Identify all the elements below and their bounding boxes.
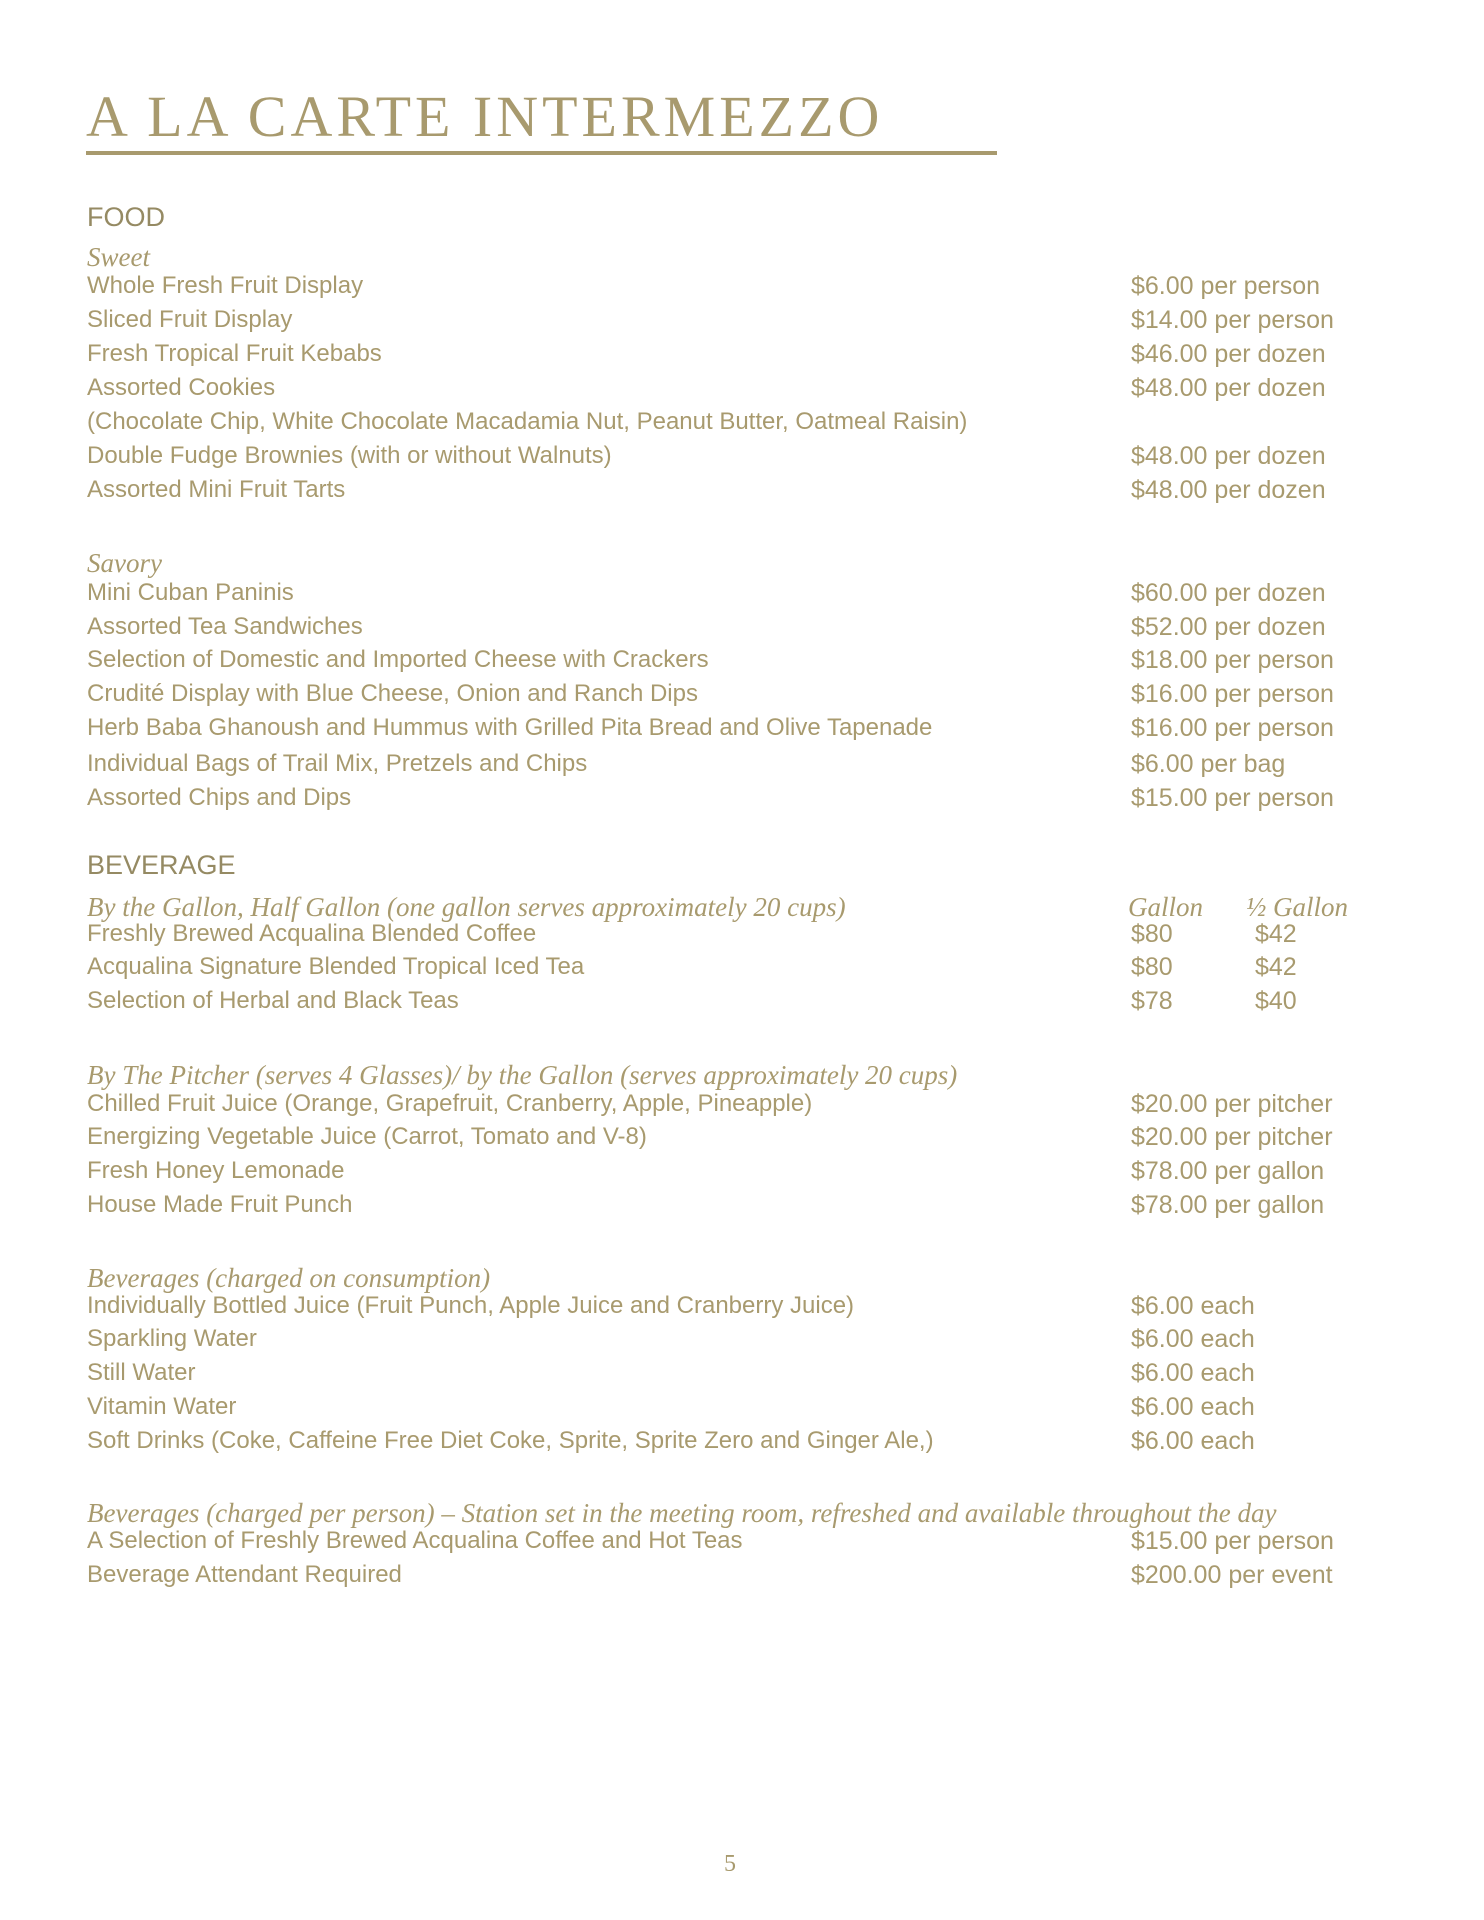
menu-item <box>0 716 1484 748</box>
item-name: Assorted Tea Sandwiches <box>87 613 363 640</box>
menu-item <box>0 308 1484 340</box>
item-price: $48.00 per dozen <box>1131 476 1326 504</box>
half-gallon-price: $42 <box>1255 920 1297 948</box>
gallon-subheading: By the Gallon, Half Gallon (one gallon serves approximately 20 cups) <box>87 892 846 922</box>
item-name: Acqualina Signature Blended Tropical Iced Tea <box>87 953 585 980</box>
item-price: $78.00 per gallon <box>1131 1157 1325 1185</box>
item-price: $200.00 per event <box>1131 1561 1333 1589</box>
item-name: Beverage Attendant Required <box>87 1561 402 1588</box>
menu-item <box>0 989 1484 1021</box>
item-name: Sliced Fruit Display <box>87 306 293 333</box>
menu-item <box>0 1327 1484 1359</box>
pitcher-subheading: By The Pitcher (serves 4 Glasses)/ by the Gallon (serves approximately 20 cups) <box>87 1060 958 1090</box>
item-name: Assorted Mini Fruit Tarts <box>87 476 346 503</box>
item-price: $16.00 per person <box>1131 680 1334 708</box>
item-price: $6.00 each <box>1131 1359 1255 1387</box>
menu-item <box>0 274 1484 306</box>
gallon-price: $80 <box>1131 920 1173 948</box>
consumption-subheading: Beverages (charged on consumption) <box>87 1263 491 1293</box>
item-name: House Made Fruit Punch <box>87 1191 353 1218</box>
menu-item <box>0 1361 1484 1393</box>
menu-item <box>0 376 1484 408</box>
item-name: Energizing Vegetable Juice (Carrot, Tomato and V-8) <box>87 1123 647 1150</box>
half-gallon-price: $42 <box>1255 953 1297 981</box>
menu-item <box>0 922 1484 954</box>
item-name: Individually Bottled Juice (Fruit Punch, Apple Juice and Cranberry Juice) <box>87 1292 855 1319</box>
half-gallon-price: $40 <box>1255 987 1297 1015</box>
item-price: $6.00 each <box>1131 1393 1255 1421</box>
item-price: $15.00 per person <box>1131 784 1334 812</box>
item-name: Vitamin Water <box>87 1393 237 1420</box>
item-name: Selection of Domestic and Imported Cheese with Crackers <box>87 646 709 673</box>
page-number: 5 <box>724 1851 736 1877</box>
item-name: Assorted Cookies <box>87 374 276 401</box>
item-price: $48.00 per dozen <box>1131 374 1326 402</box>
item-price: $20.00 per pitcher <box>1131 1123 1333 1151</box>
item-price: $78.00 per gallon <box>1131 1191 1325 1219</box>
item-price: $6.00 per bag <box>1131 750 1286 778</box>
sweet-subheading: Sweet <box>87 242 150 272</box>
gallon-column-heading: Gallon <box>1128 892 1204 922</box>
half-gallon-column-heading: ½ Gallon <box>1246 892 1349 922</box>
per-person-subheading: Beverages (charged per person) – Station set in the meeting room, refreshed and available throughout the day <box>87 1498 1277 1528</box>
item-name: Whole Fresh Fruit Display <box>87 272 364 299</box>
menu-item <box>0 1125 1484 1157</box>
title-underline <box>86 151 997 155</box>
item-name: Double Fudge Brownies (with or without Walnuts) <box>87 442 612 469</box>
menu-item <box>0 342 1484 374</box>
menu-item <box>0 1395 1484 1427</box>
gallon-price: $80 <box>1131 953 1173 981</box>
item-price: $15.00 per person <box>1131 1527 1334 1555</box>
item-name: Individual Bags of Trail Mix, Pretzels and Chips <box>87 750 588 777</box>
menu-item <box>0 752 1484 784</box>
item-name: (Chocolate Chip, White Chocolate Macadamia Nut, Peanut Butter, Oatmeal Raisin) <box>87 408 968 435</box>
item-price: $6.00 per person <box>1131 272 1321 300</box>
item-name: Mini Cuban Paninis <box>87 579 294 606</box>
item-name: Herb Baba Ghanoush and Hummus with Grilled Pita Bread and Olive Tapenade <box>87 714 933 741</box>
food-heading: FOOD <box>87 202 165 232</box>
item-price: $6.00 each <box>1131 1325 1255 1353</box>
item-name: Freshly Brewed Acqualina Blended Coffee <box>87 920 537 947</box>
menu-item <box>0 1294 1484 1326</box>
item-price: $14.00 per person <box>1131 306 1334 334</box>
item-name: Assorted Chips and Dips <box>87 784 352 811</box>
item-name: A Selection of Freshly Brewed Acqualina Coffee and Hot Teas <box>87 1527 743 1554</box>
gallon-price: $78 <box>1131 987 1173 1015</box>
menu-item <box>0 1529 1484 1561</box>
item-price: $20.00 per pitcher <box>1131 1090 1333 1118</box>
menu-item <box>0 1193 1484 1225</box>
item-name: Fresh Tropical Fruit Kebabs <box>87 340 382 367</box>
item-name: Sparkling Water <box>87 1325 257 1352</box>
item-price: $18.00 per person <box>1131 646 1334 674</box>
item-name: Still Water <box>87 1359 196 1386</box>
menu-item <box>0 1092 1484 1124</box>
menu-item <box>0 955 1484 987</box>
menu-item-note <box>0 410 1484 442</box>
menu-item <box>0 648 1484 680</box>
menu-item <box>0 682 1484 714</box>
menu-item <box>0 444 1484 476</box>
item-price: $6.00 each <box>1131 1427 1255 1455</box>
item-price: $60.00 per dozen <box>1131 579 1326 607</box>
menu-item <box>0 615 1484 647</box>
page-title: A LA CARTE INTERMEZZO <box>86 84 884 149</box>
item-price: $52.00 per dozen <box>1131 613 1326 641</box>
item-price: $16.00 per person <box>1131 714 1334 742</box>
menu-item <box>0 786 1484 818</box>
menu-item <box>0 1159 1484 1191</box>
menu-item <box>0 478 1484 510</box>
item-price: $6.00 each <box>1131 1292 1255 1320</box>
item-name: Soft Drinks (Coke, Caffeine Free Diet Coke, Sprite, Sprite Zero and Ginger Ale,) <box>87 1427 934 1454</box>
savory-subheading: Savory <box>87 548 162 578</box>
beverage-heading: BEVERAGE <box>87 850 236 880</box>
item-name: Selection of Herbal and Black Teas <box>87 987 459 1014</box>
menu-item <box>0 1429 1484 1461</box>
menu-item <box>0 581 1484 613</box>
item-name: Fresh Honey Lemonade <box>87 1157 345 1184</box>
item-price: $48.00 per dozen <box>1131 442 1326 470</box>
menu-item <box>0 1563 1484 1595</box>
item-price: $46.00 per dozen <box>1131 340 1326 368</box>
item-name: Chilled Fruit Juice (Orange, Grapefruit, Cranberry, Apple, Pineapple) <box>87 1090 813 1117</box>
item-name: Crudité Display with Blue Cheese, Onion and Ranch Dips <box>87 680 698 707</box>
